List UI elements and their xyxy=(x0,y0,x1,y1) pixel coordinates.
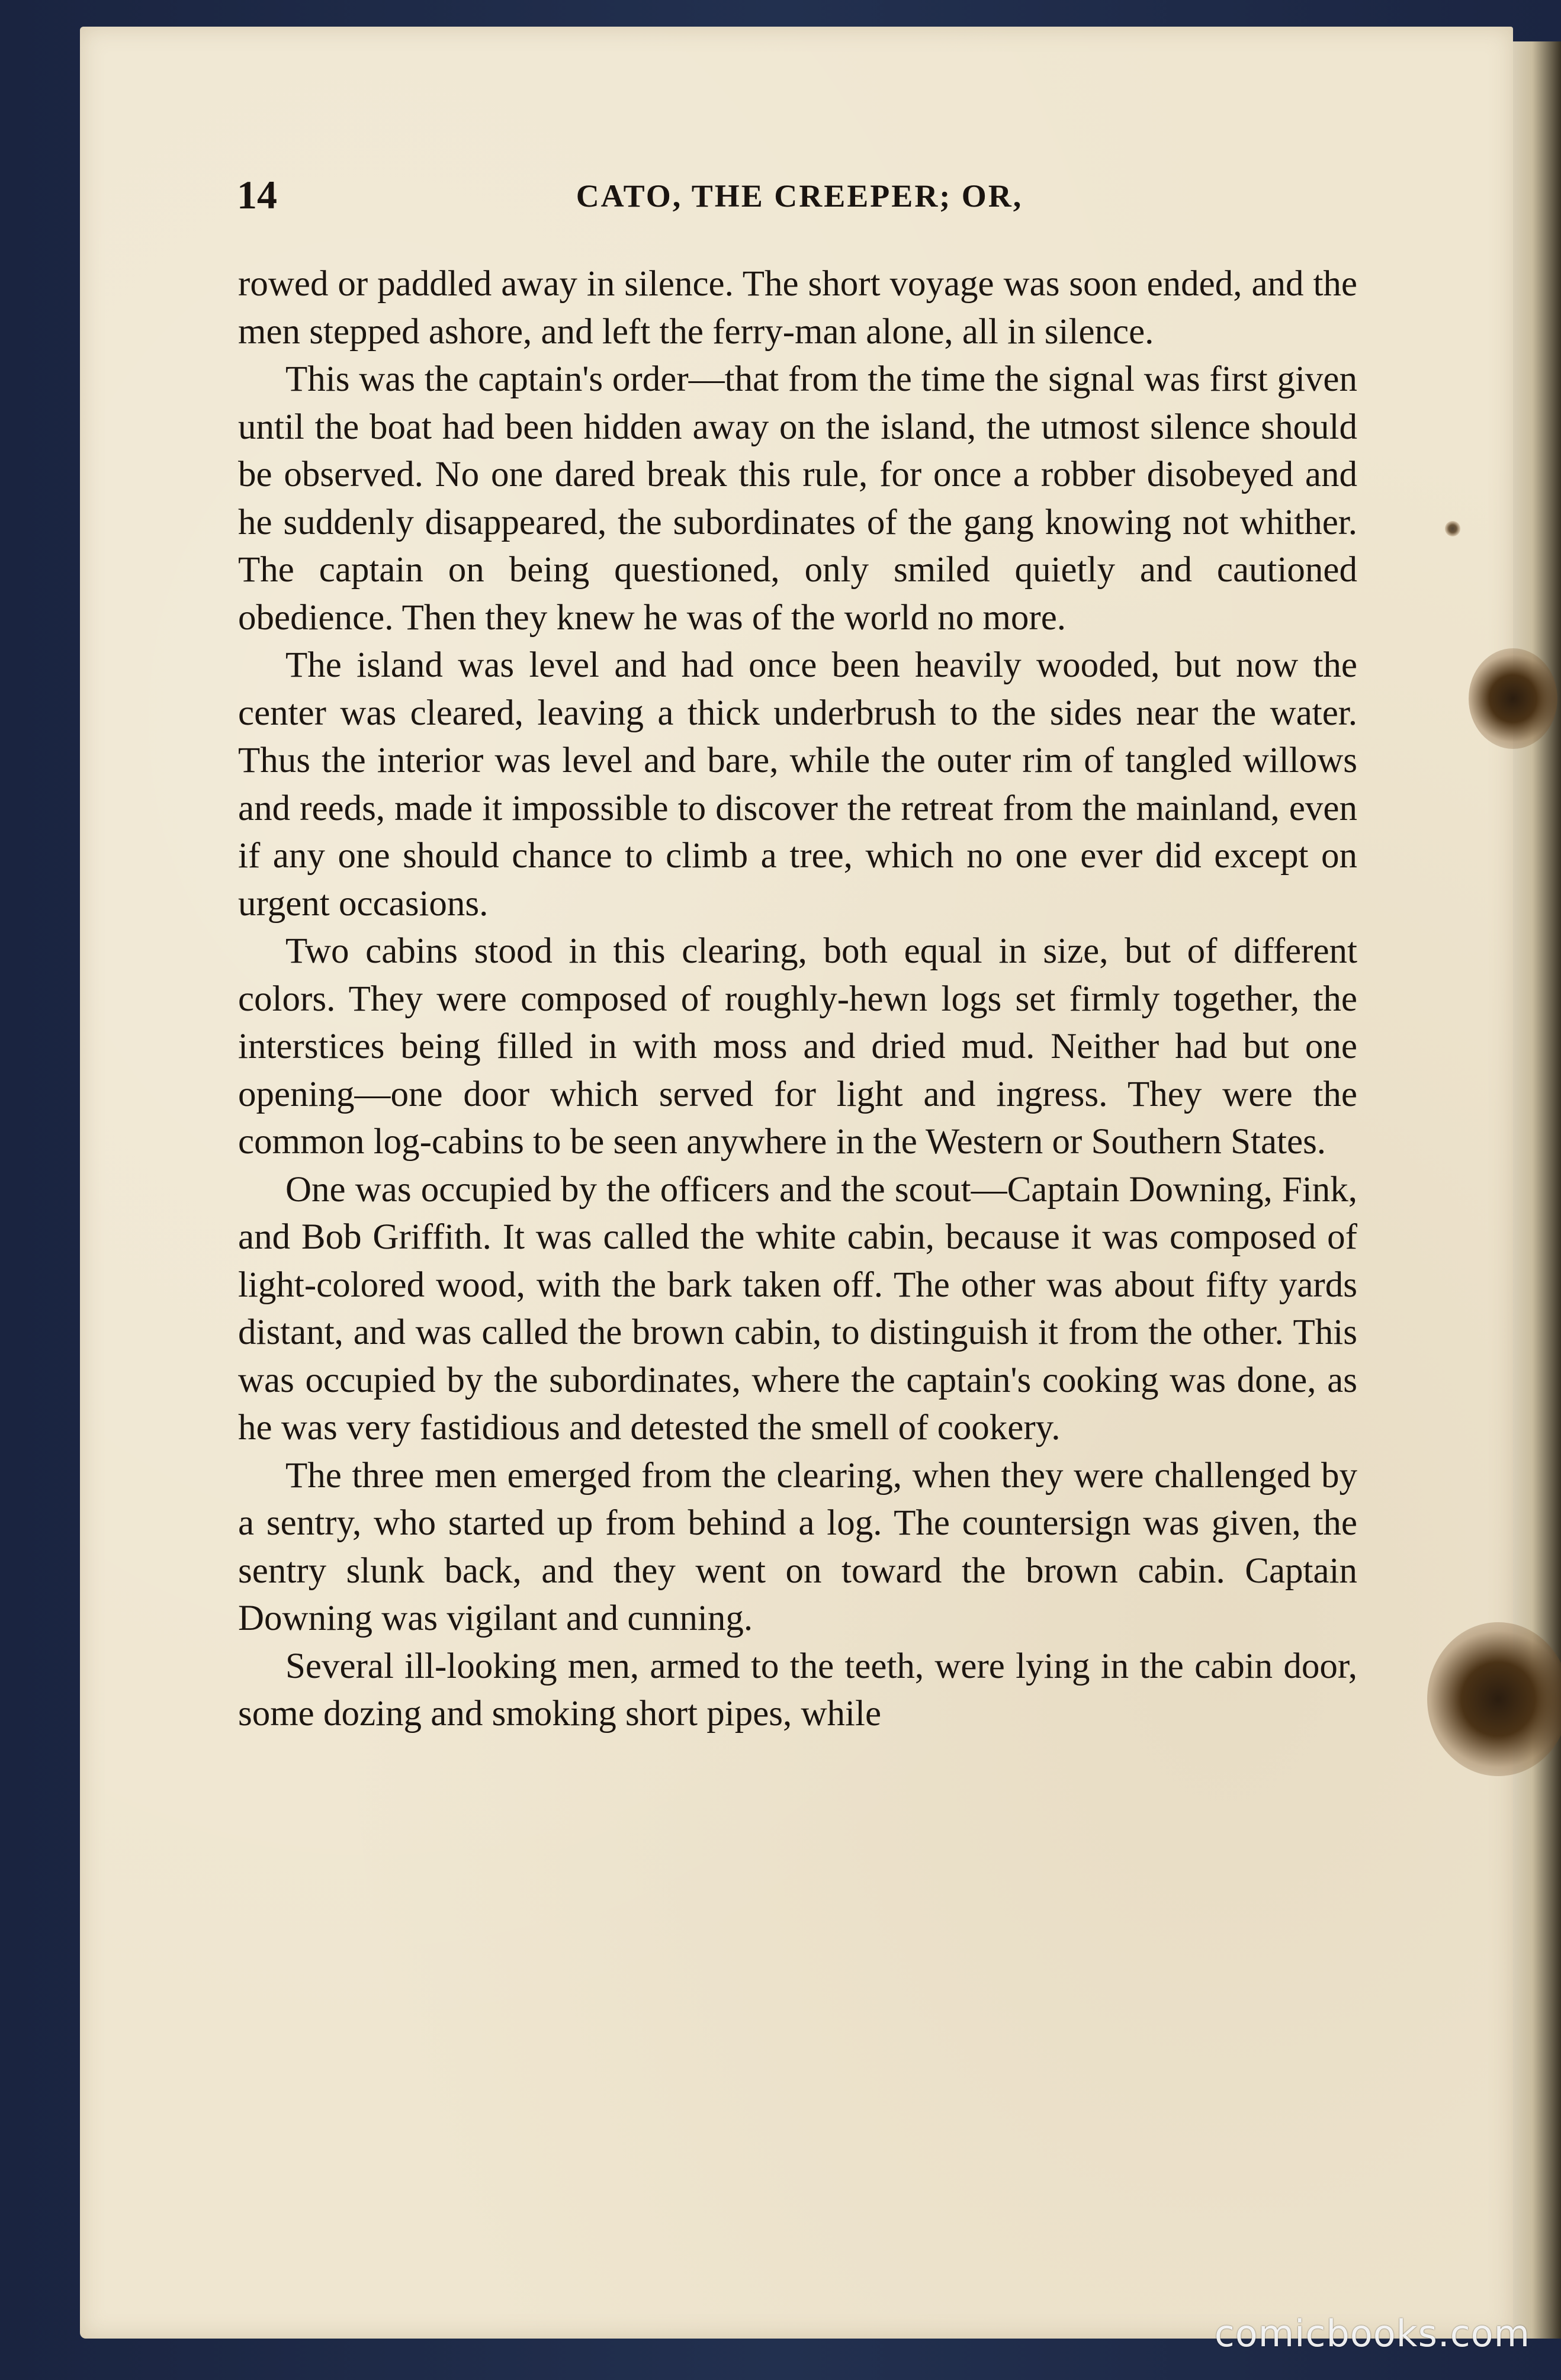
page-header xyxy=(237,172,1362,225)
paragraph: This was the captain's order—that from the time the signal was first given until the boat had been hidden away on the island, the utmost silence should be observed. No one dared break this rule, for once a robber disobeyed and he suddenly disappeared, the subordinates of the gang knowing not whither. The captain on being questioned, only smiled quietly and cautioned obedience. Then they knew he was of the world no more. xyxy=(238,359,1357,638)
paragraph: Two cabins stood in this clearing, both equal in size, but of different colors. They were composed of roughly-hewn logs set firmly together, the interstices being filled in with moss and dried mud. Neither had but one opening—one door which served for light and ingress. They were the common log-cabins to be seen anywhere in the Western or Southern States. xyxy=(238,931,1357,1162)
scorch-mark xyxy=(1469,648,1557,749)
paragraph: One was occupied by the officers and the scout—Captain Downing, Fink, and Bob Griffith. It was called the white cabin, because it was composed of light-colored wood, with the bark taken off. The other was about fifty yards distant, and was called the brown cabin, to distinguish it from the other. This was occupied by the subordinates, where the captain's cooking was done, as he was very fastidious and detested the smell of cookery. xyxy=(238,1169,1357,1448)
paragraph: Several ill-looking men, armed to the teeth, were lying in the cabin door, some dozing and smoking short pipes, while xyxy=(238,1646,1357,1733)
paragraph: rowed or paddled away in silence. The short voyage was soon ended, and the men stepped ashore, and left the ferry-man alone, all in silence. xyxy=(238,264,1357,352)
running-head: CATO, THE CREEPER; OR, xyxy=(576,178,1023,214)
scorch-mark xyxy=(1427,1622,1561,1776)
watermark: comicbooks.com xyxy=(1214,2312,1530,2355)
scorch-mark xyxy=(1445,521,1460,536)
page-number: 14 xyxy=(237,172,277,217)
book-spine-edge xyxy=(1513,41,1561,2339)
paragraph: The three men emerged from the clearing, when they were challenged by a sentry, who started up from behind a log. The countersign was given, the sentry slunk back, and they went on toward the brown cabin. Captain Downing was vigilant and cunning. xyxy=(238,1455,1357,1638)
paragraph: The island was level and had once been heavily wooded, but now the center was cleared, leaving a thick underbrush to the sides near the water. Thus the interior was level and bare, while the outer rim of tangled willows and reeds, made it impossible to discover the retreat from the mainland, even if any one should chance to climb a tree, which no one ever did except on urgent occasions. xyxy=(238,645,1357,924)
body-text xyxy=(238,260,1357,1738)
